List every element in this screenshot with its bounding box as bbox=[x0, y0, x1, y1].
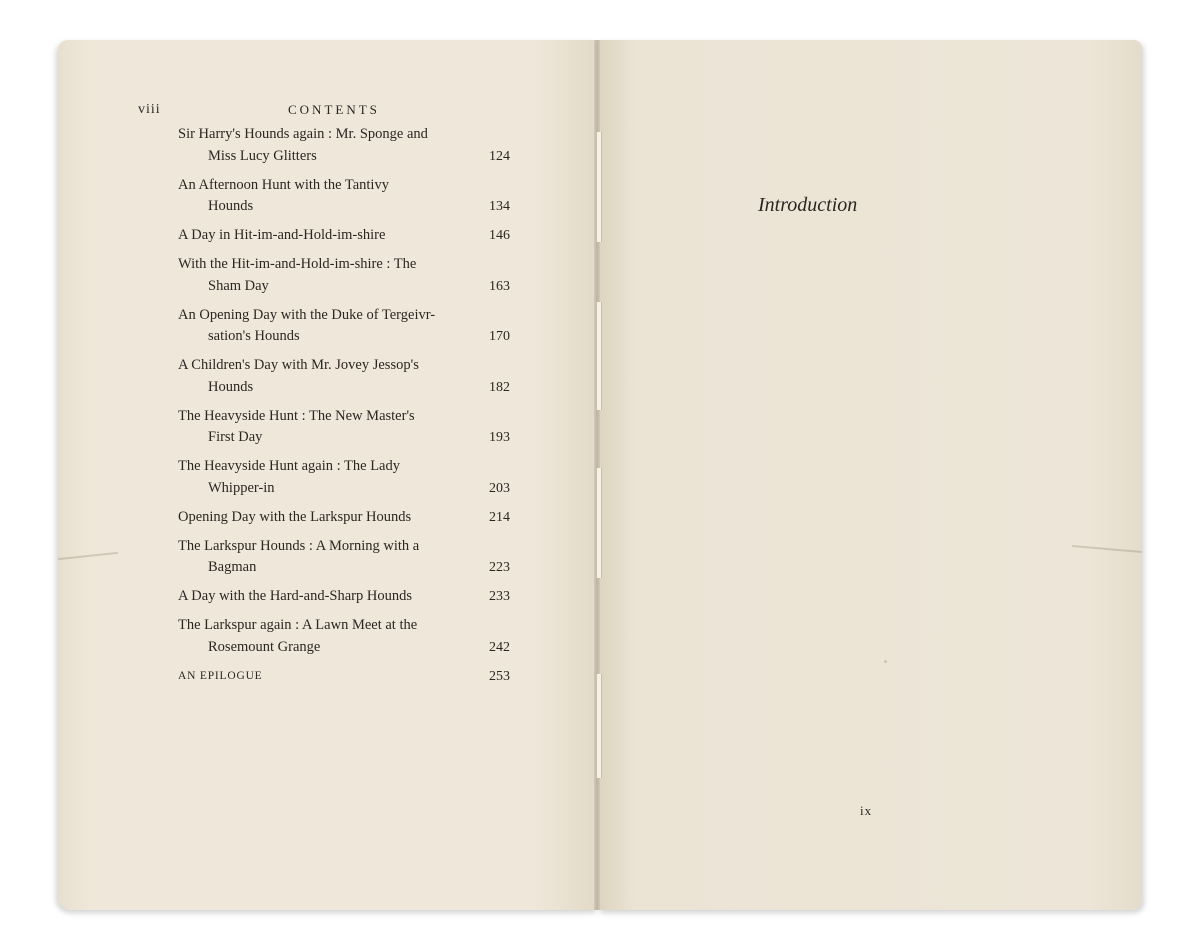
toc-entry bbox=[178, 586, 510, 608]
toc-entry bbox=[178, 406, 510, 449]
toc-entry-page: 253 bbox=[489, 668, 510, 684]
toc-entry-page: 182 bbox=[489, 379, 510, 395]
right-page bbox=[598, 40, 1142, 910]
toc-entry-title: The Heavyside Hunt : The New Master's bbox=[178, 407, 415, 424]
toc-entry-title: An Opening Day with the Duke of Tergeivr- bbox=[178, 306, 436, 323]
toc-entry-title-continued: First Day bbox=[208, 429, 263, 445]
toc-entry-title-continued: Sham Day bbox=[208, 277, 269, 294]
toc-entry-page: 163 bbox=[489, 278, 510, 294]
toc-entry-title: A Children's Day with Mr. Jovey Jessop's bbox=[178, 357, 419, 373]
toc-entry-title-continued: sation's Hounds bbox=[208, 328, 300, 344]
toc-entry bbox=[178, 536, 510, 579]
toc-entry bbox=[178, 225, 510, 247]
paper-speck bbox=[884, 660, 887, 663]
toc-entry-page: 146 bbox=[489, 228, 510, 243]
toc-entry-epilogue bbox=[178, 666, 510, 688]
toc-entry bbox=[178, 507, 510, 529]
running-head: CONTENTS bbox=[288, 102, 380, 117]
toc-entry-title: The Heavyside Hunt again : The Lady bbox=[178, 458, 400, 474]
page-crease bbox=[1072, 545, 1142, 553]
toc-entry-title: The Larkspur again : A Lawn Meet at the bbox=[178, 617, 418, 633]
toc-entry-page: 203 bbox=[489, 480, 510, 496]
left-page bbox=[58, 40, 598, 910]
page-number-right: ix bbox=[860, 803, 873, 818]
toc-entry bbox=[178, 124, 510, 167]
toc-entry-title-continued: Bagman bbox=[208, 559, 257, 575]
toc-entry-title-continued: Rosemount Grange bbox=[208, 638, 321, 655]
binding-stitch bbox=[596, 468, 602, 578]
toc-entry-title-continued: Hounds bbox=[208, 378, 254, 395]
toc-entry-page: 214 bbox=[489, 509, 510, 525]
toc-entry bbox=[178, 305, 510, 348]
binding-stitch bbox=[596, 132, 602, 242]
toc-entry-page: 233 bbox=[489, 589, 510, 604]
toc-entry bbox=[178, 175, 510, 218]
toc-entry-page: 134 bbox=[489, 199, 510, 214]
toc-entry-title: A Day in Hit-im-and-Hold-im-shire bbox=[178, 227, 386, 243]
toc-entry-title-continued: Hounds bbox=[208, 198, 254, 214]
toc-entry-page: 170 bbox=[489, 329, 510, 344]
binding-stitch bbox=[596, 674, 602, 778]
toc-entry-title: The Larkspur Hounds : A Morning with a bbox=[178, 537, 420, 554]
binding-stitch bbox=[596, 302, 602, 410]
table-of-contents bbox=[178, 124, 510, 695]
toc-entry bbox=[178, 355, 510, 398]
toc-entry-title-continued: Whipper-in bbox=[208, 479, 275, 496]
toc-entry-title: AN EPILOGUE bbox=[178, 669, 263, 682]
toc-entry-title: A Day with the Hard-and-Sharp Hounds bbox=[178, 588, 412, 604]
toc-entry bbox=[178, 456, 510, 499]
toc-entry-page: 193 bbox=[489, 430, 510, 445]
toc-entry bbox=[178, 254, 510, 297]
page-number-left: viii bbox=[138, 102, 161, 117]
toc-entry-page: 242 bbox=[489, 639, 510, 655]
toc-entry bbox=[178, 615, 510, 658]
toc-entry-page: 223 bbox=[489, 560, 510, 575]
open-book bbox=[58, 40, 1142, 910]
toc-entry-title: An Afternoon Hunt with the Tantivy bbox=[178, 176, 389, 193]
chapter-heading: Introduction bbox=[758, 194, 858, 216]
toc-entry-title: With the Hit-im-and-Hold-im-shire : The bbox=[178, 256, 417, 272]
toc-entry-title-continued: Miss Lucy Glitters bbox=[208, 147, 317, 164]
page-crease bbox=[58, 552, 118, 560]
toc-entry-title: Opening Day with the Larkspur Hounds bbox=[178, 508, 412, 525]
toc-entry-page: 124 bbox=[489, 148, 510, 164]
toc-entry-title: Sir Harry's Hounds again : Mr. Sponge and bbox=[178, 126, 428, 142]
